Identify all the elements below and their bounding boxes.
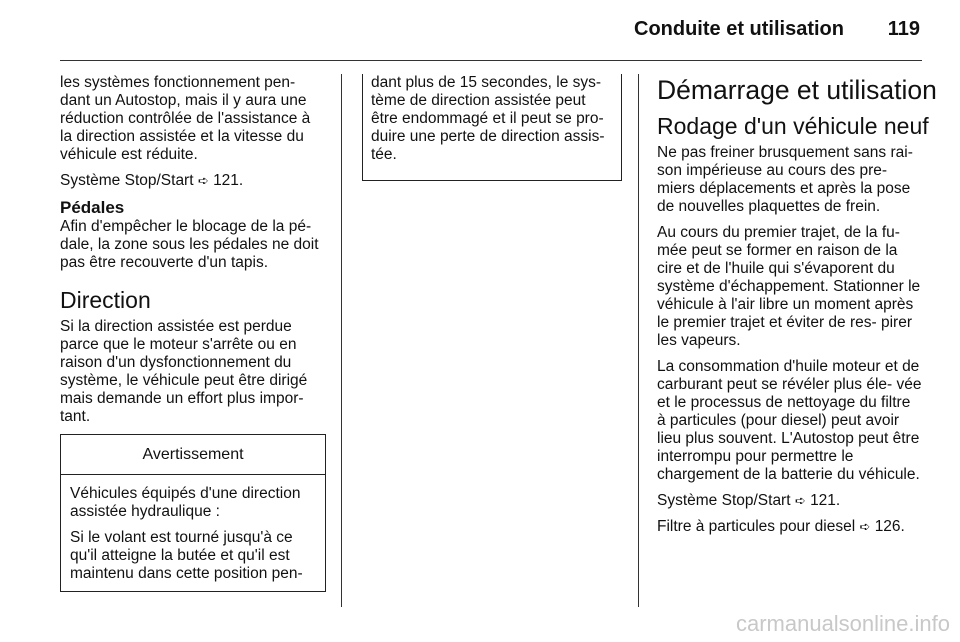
warning-box-continued (362, 74, 622, 181)
cross-ref-page: 121. (213, 172, 244, 189)
column-divider-2 (638, 74, 639, 607)
warning-para-1: Véhicules équipés d'une direction assistée hydraulique : (70, 485, 301, 520)
direction-text: Si la direction assistée est perdue parce que le moteur s'arrête ou en raison d'un dysfonctionnement du système, le véhicule peut être dirigé mais demande un effort plus impor- tant. (60, 318, 308, 425)
warning-continued-text: dant plus de 15 secondes, le sys- tème de direction assistée peut être endommagé et il peut se pro- duire une perte de direction assis- tée. (371, 74, 605, 163)
pedales-heading: Pédales (60, 198, 125, 217)
arrow-right-icon: ➪ (859, 519, 871, 534)
rodage-para-1: Ne pas freiner brusquement sans rai- son impérieuse au cours des pre- miers déplacements et après la pose de nouvelles plaquettes de frein. (657, 144, 913, 215)
rodage-para-2: Au cours du premier trajet, de la fu- mée peut se former en raison de la cire et de l'huile qui s'évaporent du système d'échappement. Stationner le véhicule à l'air libre un moment après le premier trajet et éviter de res- pirer les vapeurs. (657, 224, 921, 349)
direction-heading: Direction (60, 287, 151, 313)
column-divider-1 (341, 74, 342, 607)
warning-para-2: Si le volant est tourné jusqu'à ce qu'il atteigne la butée et qu'il est maintenu dans cette position pen- (70, 529, 303, 582)
arrow-right-icon: ➪ (197, 173, 209, 188)
arrow-right-icon: ➪ (794, 493, 806, 508)
col1-para-continued: les systèmes fonctionnement pen- dant un Autostop, mais il y aura une réduction contrôlée de l'assistance à la direction assistée et la vitesse du véhicule est réduite. (60, 74, 311, 163)
column-1 (60, 74, 326, 592)
section-heading: Démarrage et utilisation (657, 75, 937, 105)
cross-ref-page: 126. (874, 518, 905, 535)
page-header-title: Conduite et utilisation (634, 18, 844, 40)
rodage-para-3: La consommation d'huile moteur et de carburant peut se révéler plus éle- vée et le processus de nettoyage du filtre à particules (pour diesel) peut avoir lieu plus souvent. L'Autostop peut être interrompu pour permettre le chargement de la batterie du véhicule. (657, 358, 922, 483)
cross-ref-text: Système Stop/Start (657, 492, 791, 509)
header-rule (60, 60, 922, 61)
pedales-text: Afin d'empêcher le blocage de la pé- dale, la zone sous les pédales ne doit pas être recouverte d'un tapis. (60, 218, 319, 271)
column-2 (362, 74, 622, 181)
col1-cross-reference[interactable] (60, 172, 326, 190)
cross-ref-text: Système Stop/Start (60, 172, 194, 189)
warning-box (60, 434, 326, 592)
cross-ref-page: 121. (810, 492, 841, 509)
cross-reference-stop-start[interactable] (657, 492, 923, 510)
cross-ref-text: Filtre à particules pour diesel (657, 518, 856, 535)
watermark: carmanualsonline.info (735, 611, 950, 636)
cross-reference-filtre[interactable] (657, 518, 923, 536)
column-3 (657, 74, 937, 544)
page-number: 119 (887, 18, 920, 40)
warning-title: Avertissement (61, 435, 325, 475)
rodage-heading: Rodage d'un véhicule neuf (657, 113, 929, 139)
warning-body (61, 475, 325, 583)
